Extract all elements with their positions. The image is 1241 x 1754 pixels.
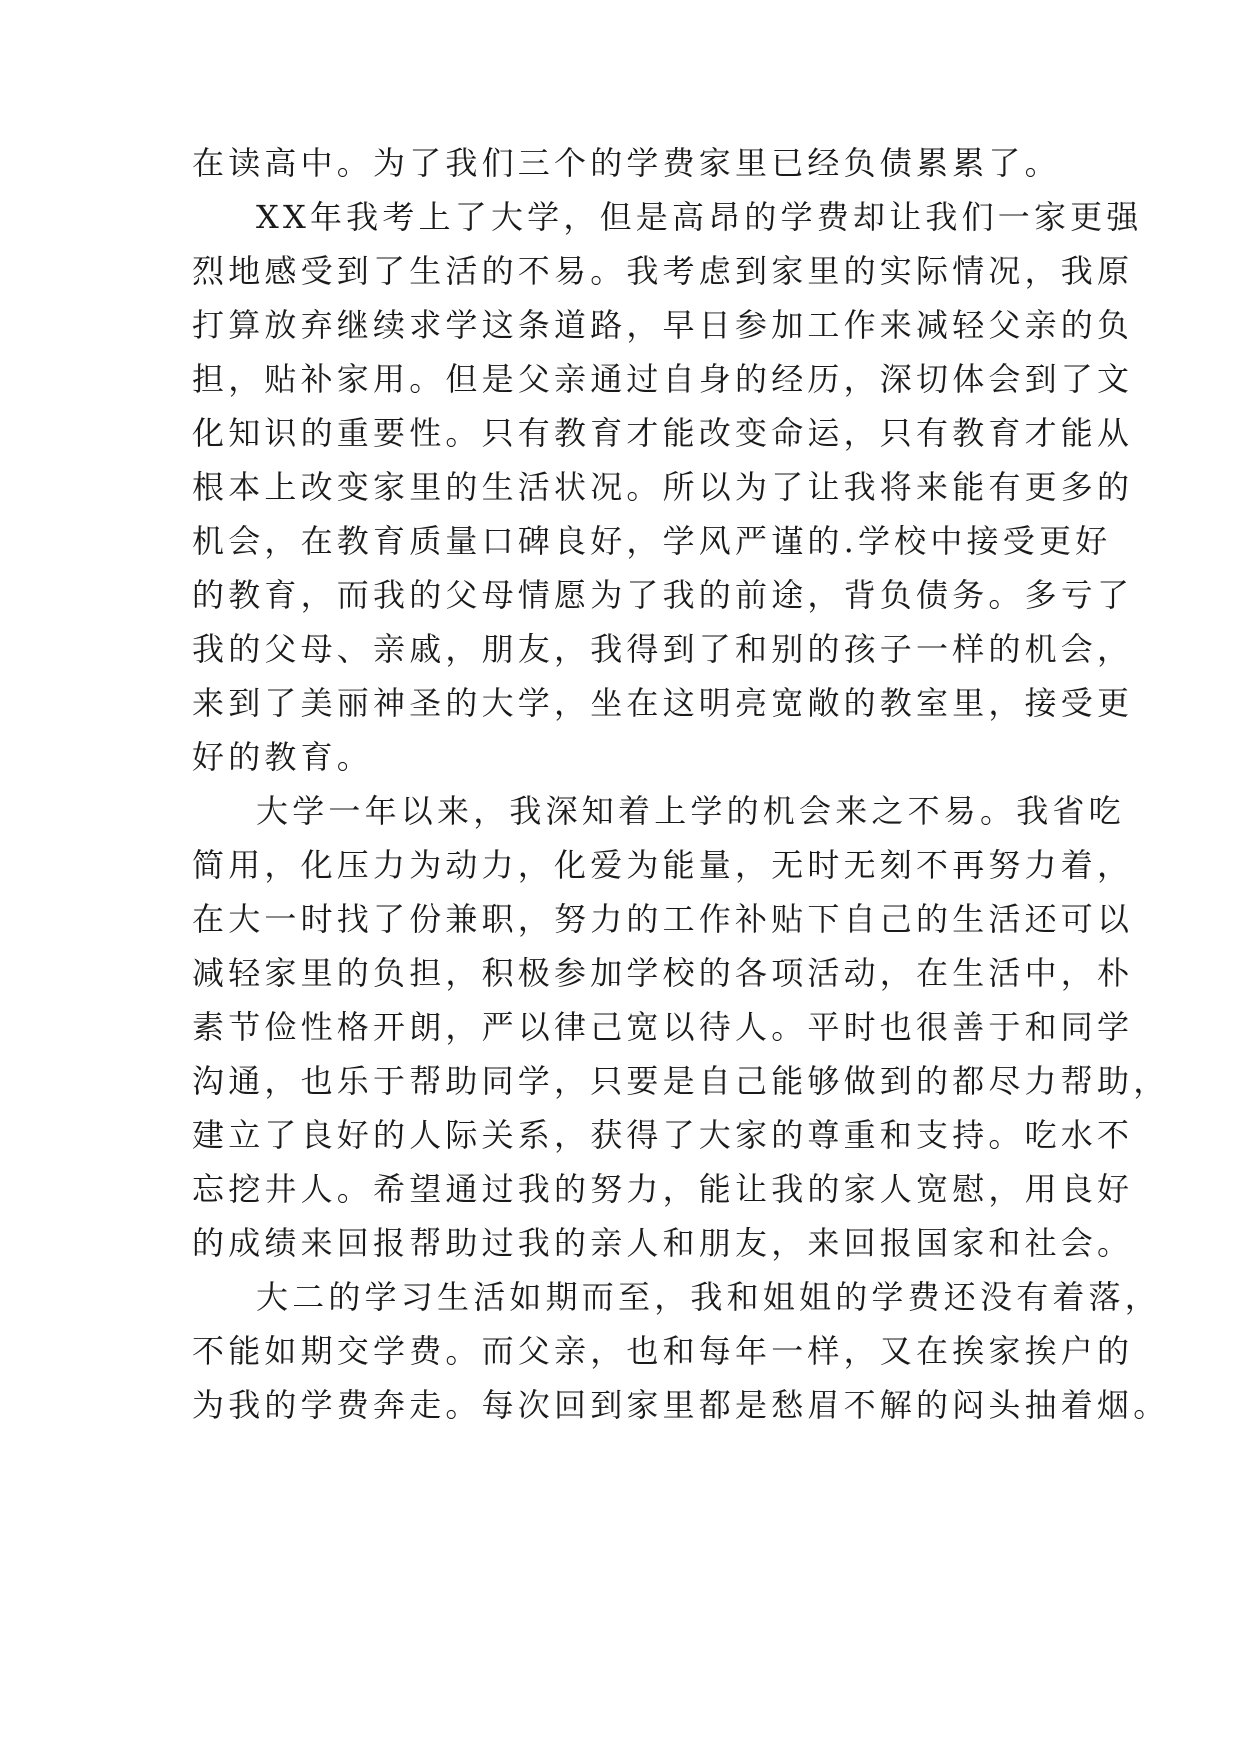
text-line: 不能如期交学费。而父亲，也和每年一样，又在挨家挨户的 bbox=[192, 1332, 1134, 1370]
text-line: 好的教育。 bbox=[192, 738, 374, 776]
text-line: 烈地感受到了生活的不易。我考虑到家里的实际情况，我原 bbox=[192, 252, 1134, 290]
text-line: 简用，化压力为动力，化爱为能量，无时无刻不再努力着， bbox=[192, 846, 1134, 884]
text-line: 建立了良好的人际关系，获得了大家的尊重和支持。吃水不 bbox=[192, 1116, 1134, 1154]
text-line: 为我的学费奔走。每次回到家里都是愁眉不解的闷头抽着烟。 bbox=[192, 1386, 1170, 1424]
text-line: 沟通，也乐于帮助同学，只要是自己能够做到的都尽力帮助， bbox=[192, 1062, 1170, 1100]
text-line: 的教育，而我的父母情愿为了我的前途，背负债务。多亏了 bbox=[192, 576, 1134, 614]
text-line: 大二的学习生活如期而至，我和姐姐的学费还没有着落， bbox=[256, 1278, 1162, 1316]
text-line: 素节俭性格开朗，严以律己宽以待人。平时也很善于和同学 bbox=[192, 1008, 1134, 1046]
text-line: 忘挖井人。希望通过我的努力，能让我的家人宽慰，用良好 bbox=[192, 1170, 1134, 1208]
text-line: 我的父母、亲戚，朋友，我得到了和别的孩子一样的机会， bbox=[192, 630, 1134, 668]
text-line: 机会，在教育质量口碑良好，学风严谨的.学校中接受更好 bbox=[192, 522, 1112, 560]
text-line: 减轻家里的负担，积极参加学校的各项活动，在生活中，朴 bbox=[192, 954, 1134, 992]
text-line: 的成绩来回报帮助过我的亲人和朋友，来回报国家和社会。 bbox=[192, 1224, 1134, 1262]
text-line: XX年我考上了大学，但是高昂的学费却让我们一家更强 bbox=[256, 198, 1143, 236]
text-line: 担，贴补家用。但是父亲通过自身的经历，深切体会到了文 bbox=[192, 360, 1134, 398]
text-line: 化知识的重要性。只有教育才能改变命运，只有教育才能从 bbox=[192, 414, 1134, 452]
text-line: 来到了美丽神圣的大学，坐在这明亮宽敞的教室里，接受更 bbox=[192, 684, 1134, 722]
text-line: 根本上改变家里的生活状况。所以为了让我将来能有更多的 bbox=[192, 468, 1134, 506]
text-line: 大学一年以来，我深知着上学的机会来之不易。我省吃 bbox=[256, 792, 1125, 830]
text-line: 在大一时找了份兼职，努力的工作补贴下自己的生活还可以 bbox=[192, 900, 1134, 938]
text-line: 打算放弃继续求学这条道路，早日参加工作来减轻父亲的负 bbox=[192, 306, 1134, 344]
text-line: 在读高中。为了我们三个的学费家里已经负债累累了。 bbox=[192, 144, 1061, 182]
